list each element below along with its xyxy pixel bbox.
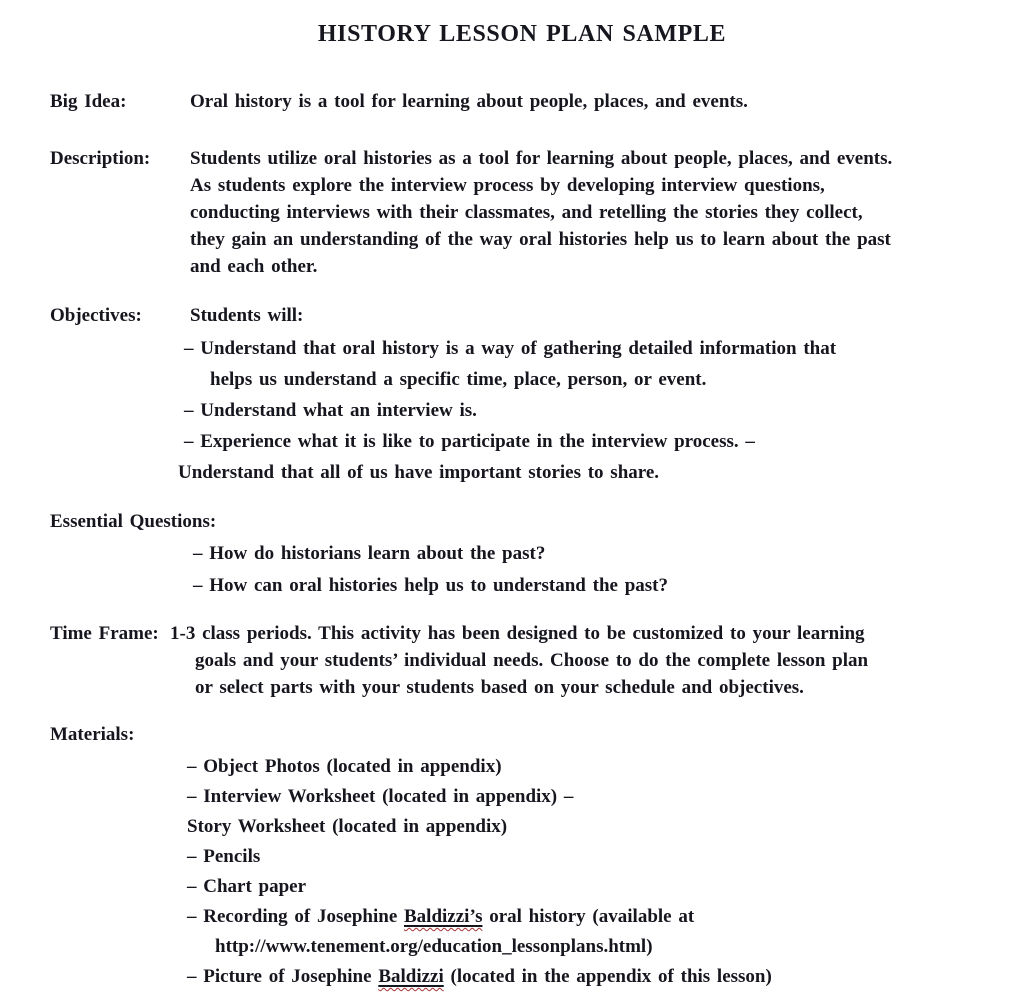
section-objectives <box>50 302 994 488</box>
section-materials <box>50 721 994 992</box>
section-time-frame <box>50 620 994 701</box>
misspelled-word: Baldizzi’s <box>404 906 483 927</box>
objectives-header-row <box>50 302 994 329</box>
time-frame-label: Time Frame: <box>50 623 159 644</box>
essential-questions-label: Essential Questions: <box>50 511 217 532</box>
description-line: and each other. <box>190 256 318 277</box>
objectives-intro-wrap <box>190 302 994 329</box>
objectives-item: – Understand that oral history is a way of gathering detailed information that <box>184 338 837 359</box>
materials-item-text: oral history (available at <box>482 906 695 927</box>
misspelled-word: Baldizzi <box>378 966 444 987</box>
objectives-item: – Experience what it is like to participate in the interview process. – <box>184 431 755 452</box>
materials-item-text: (located in the appendix of this lesson) <box>443 966 772 987</box>
description-line: conducting interviews with their classmates, and retelling the stories they collect, <box>190 202 863 223</box>
page-title: HISTORY LESSON PLAN SAMPLE <box>317 21 727 47</box>
essential-questions-list <box>50 538 994 602</box>
materials-list <box>50 752 994 992</box>
section-big-idea <box>50 88 994 115</box>
description-line: As students explore the interview process by developing interview questions, <box>190 175 825 196</box>
objectives-label: Objectives: <box>50 305 142 326</box>
materials-item: – Interview Worksheet (located in appendix) – <box>187 786 574 807</box>
underlined-word <box>404 906 482 927</box>
section-description <box>50 145 994 280</box>
description-label: Description: <box>50 148 151 169</box>
time-frame-line: or select parts with your students based on your schedule and objectives. <box>195 677 804 698</box>
materials-item-continuation: Story Worksheet (located in appendix) <box>187 816 508 837</box>
big-idea-content <box>190 88 994 115</box>
description-content <box>190 145 994 280</box>
essential-question-item: – How can oral histories help us to understand the past? <box>193 575 668 596</box>
time-frame-content <box>170 620 994 701</box>
time-frame-line: 1-3 class periods. This activity has been designed to be customized to your learning <box>170 623 865 644</box>
time-frame-line: goals and your students’ individual needs. Choose to do the complete lesson plan <box>195 650 869 671</box>
objectives-item-continuation: helps us understand a specific time, place, person, or event. <box>210 369 707 390</box>
description-line: Students utilize oral histories as a tool for learning about people, places, and events. <box>190 148 893 169</box>
big-idea-text: Oral history is a tool for learning about people, places, and events. <box>190 91 748 112</box>
materials-label: Materials: <box>50 724 135 745</box>
description-line: they gain an understanding of the way oral histories help us to learn about the past <box>190 229 891 250</box>
objectives-item: – Understand what an interview is. <box>184 400 477 421</box>
materials-item-text: – Recording of Josephine <box>187 906 404 927</box>
essential-question-item: – How do historians learn about the past? <box>193 543 546 564</box>
underlined-word <box>378 966 443 987</box>
section-essential-questions <box>50 508 994 602</box>
materials-item <box>187 902 994 932</box>
big-idea-label: Big Idea: <box>50 91 127 112</box>
materials-item-text: – Picture of Josephine <box>187 966 379 987</box>
objectives-list <box>50 333 994 488</box>
materials-item <box>187 962 994 992</box>
materials-item: – Chart paper <box>187 876 307 897</box>
materials-item: – Pencils <box>187 846 261 867</box>
materials-url-line: http://www.tenement.org/education_lessonplans.html) <box>215 936 653 957</box>
objectives-intro: Students will: <box>190 305 304 326</box>
objectives-item-continuation: Understand that all of us have important stories to share. <box>178 462 660 483</box>
materials-item: – Object Photos (located in appendix) <box>187 756 502 777</box>
